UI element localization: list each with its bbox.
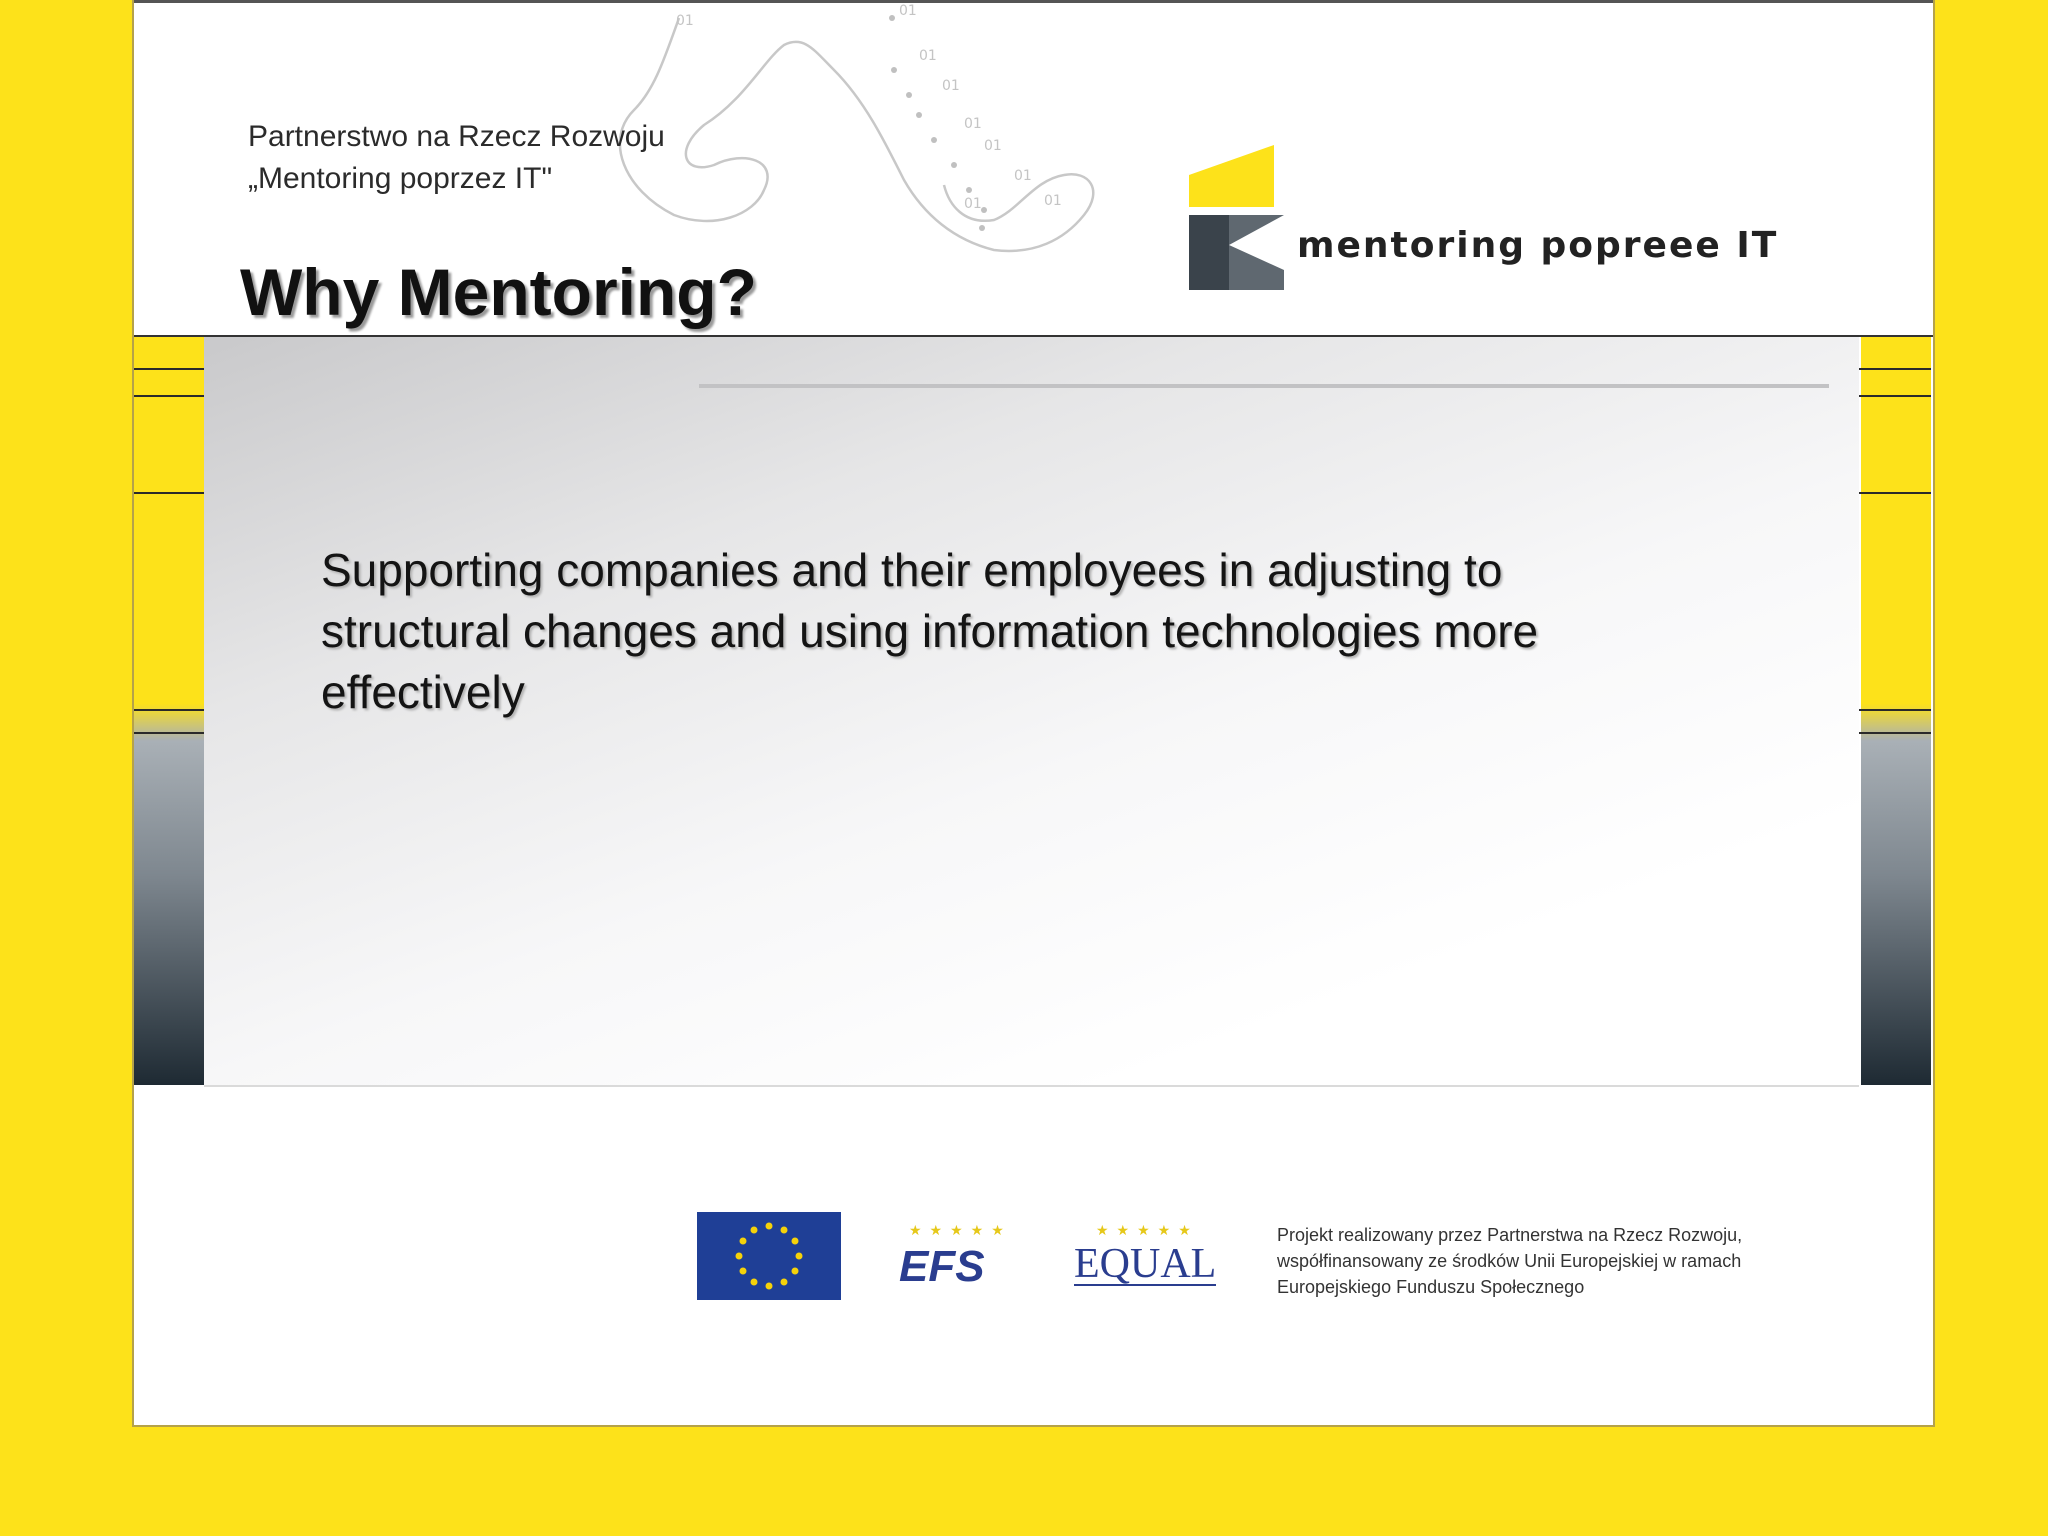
- svg-text:01: 01: [942, 78, 960, 94]
- eu-star: [736, 1253, 743, 1260]
- footer-divider: [204, 1085, 1859, 1087]
- equal-stars-icon: ★★★★★: [1096, 1222, 1199, 1238]
- equal-logo-text: EQUAL: [1074, 1241, 1217, 1287]
- svg-text:01: 01: [984, 138, 1002, 154]
- slide-title: Why Mentoring?: [240, 255, 757, 329]
- right-side-strip: [1861, 337, 1931, 1085]
- efs-logo-text: EFS: [899, 1242, 985, 1291]
- eu-star: [796, 1253, 803, 1260]
- eu-star: [740, 1238, 747, 1245]
- svg-text:01: 01: [899, 3, 917, 19]
- eu-star: [781, 1279, 788, 1286]
- slide: [132, 0, 1935, 1427]
- svg-text:01: 01: [676, 13, 694, 29]
- eu-star: [766, 1283, 773, 1290]
- eu-star: [751, 1227, 758, 1234]
- efs-stars-icon: ★★★★★: [909, 1222, 1012, 1238]
- footer-note-line: Projekt realizowany przez Partnerstwa na Rzecz Rozwoju,: [1277, 1225, 1743, 1245]
- footer-note-line: Europejskiego Funduszu Społecznego: [1277, 1277, 1585, 1297]
- left-side-strip: [134, 337, 204, 1085]
- svg-text:01: 01: [1044, 193, 1062, 209]
- project-name: „Mentoring poprzez IT": [248, 162, 553, 195]
- svg-text:01: 01: [1014, 168, 1032, 184]
- eu-star: [781, 1227, 788, 1234]
- equal-logo: [1074, 1222, 1217, 1292]
- slide-body-text: Supporting companies and their employees in adjusting to structural changes and using information technologies more effectively: [321, 544, 1539, 718]
- eu-flag-icon: [697, 1212, 841, 1300]
- eu-star: [751, 1279, 758, 1286]
- eu-star: [792, 1268, 799, 1275]
- efs-logo: [899, 1222, 1012, 1292]
- org-name: Partnerstwo na Rzecz Rozwoju: [248, 120, 665, 153]
- panel-accent-line: [699, 384, 1829, 388]
- brand-logo-text: mentoring popreee IT: [1297, 225, 1779, 266]
- org-header: [248, 116, 665, 200]
- svg-text:01: 01: [964, 116, 982, 132]
- eu-star: [766, 1223, 773, 1230]
- svg-text:01: 01: [919, 48, 937, 64]
- brand-logo: [1189, 145, 1819, 295]
- svg-text:01: 01: [964, 196, 982, 212]
- eu-star: [740, 1268, 747, 1275]
- eu-star: [792, 1238, 799, 1245]
- footer-note-line: współfinansowany ze środków Unii Europejskiej w ramach: [1277, 1251, 1742, 1271]
- footer-funding-note: [1277, 1222, 1852, 1300]
- brand-mark-icon: [1189, 145, 1284, 290]
